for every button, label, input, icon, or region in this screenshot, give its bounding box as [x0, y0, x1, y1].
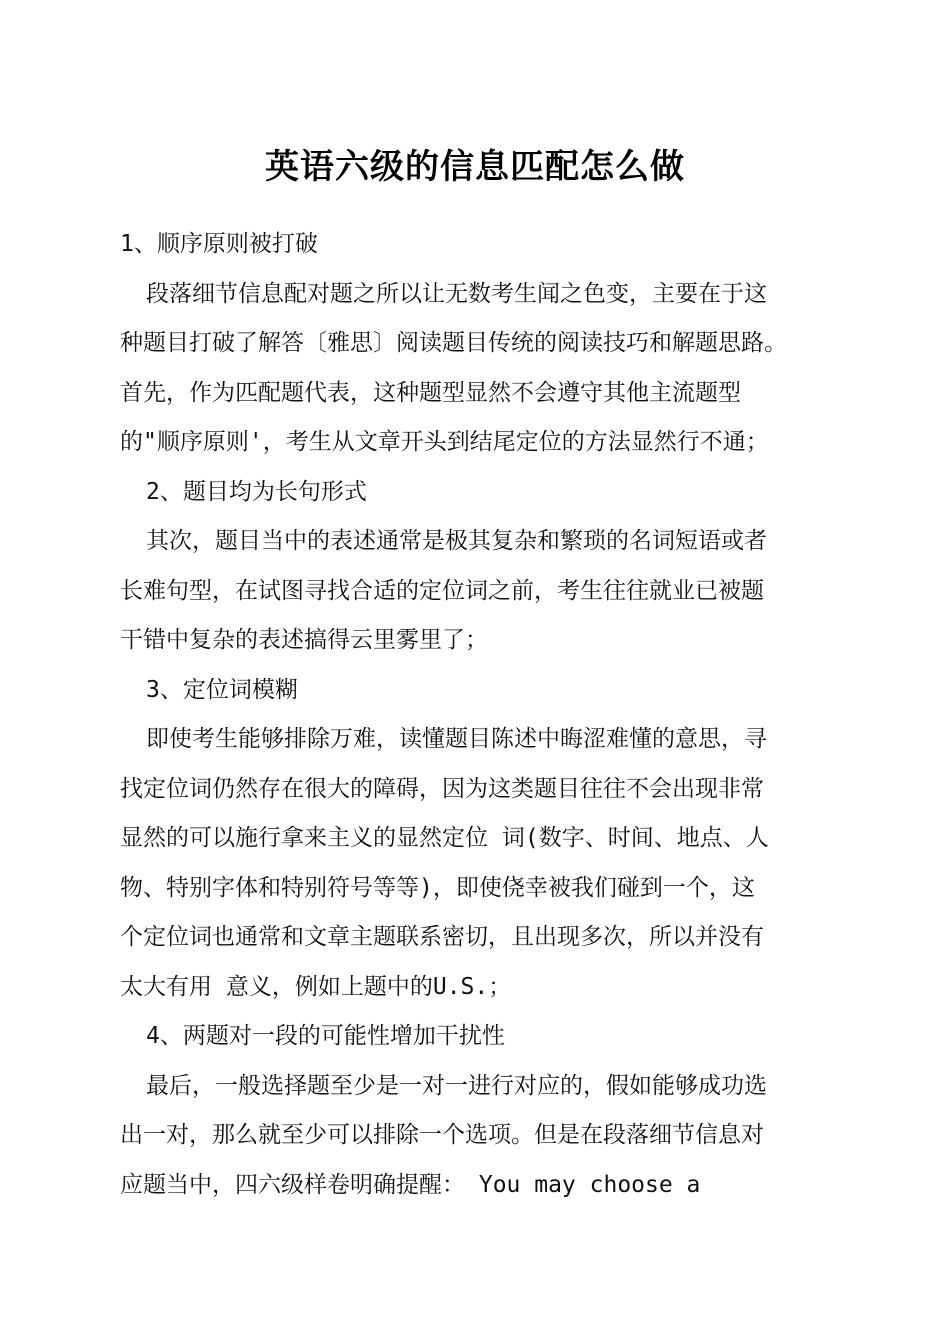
body-line: 太大有用 意义，例如上题中的U.S.；: [120, 973, 512, 1000]
body-line: 2、题目均为长句形式: [146, 478, 367, 505]
body-line: 的"顺序原则'，考生从文章开头到结尾定位的方法显然行不通；: [120, 429, 769, 455]
body-line: 即使考生能够排除万难，读懂题目陈述中晦涩难懂的意思，寻: [146, 726, 767, 752]
body-line: 出一对，那么就至少可以排除一个选项。但是在段落细节信息对: [120, 1122, 764, 1148]
body-line: 3、定位词模糊: [146, 676, 298, 703]
body-line: 其次，题目当中的表述通常是极其复杂和繁琐的名词短语或者: [146, 528, 767, 554]
body-line: 找定位词仍然存在很大的障碍，因为这类题目往往不会出现非常: [120, 775, 764, 802]
body-line: 4、两题对一段的可能性增加干扰性: [146, 1023, 505, 1049]
body-line: 个定位词也通常和文章主题联系密切，且出现多次，所以并没有: [120, 924, 764, 950]
body-line: 首先，作为匹配题代表，这种题型显然不会遵守其他主流题型: [120, 379, 741, 406]
body-line: 最后，一般选择题至少是一对一进行对应的，假如能够成功选: [146, 1072, 767, 1099]
body-line: 1、顺序原则被打破: [120, 231, 318, 257]
body-line: 段落细节信息配对题之所以让无数考生闻之色变，主要在于这: [146, 280, 767, 307]
body-line: 物、特别字体和特别符号等等)，即使侥幸被我们碰到一个，这: [120, 874, 755, 901]
body-line: 应题当中，四六级样卷明确提醒： You may choose a: [120, 1171, 701, 1198]
document-body: [120, 220, 840, 1210]
document-title: 英语六级的信息匹配怎么做: [265, 147, 685, 187]
body-line: 干错中复杂的表述搞得云里雾里了；: [120, 627, 488, 653]
body-line: 长难句型，在试图寻找合适的定位词之前，考生往往就业已被题: [120, 577, 764, 604]
body-line: 显然的可以施行拿来主义的显然定位 词(数字、时间、地点、人: [120, 825, 769, 851]
body-line: 种题目打破了解答〔雅思〕阅读题目传统的阅读技巧和解题思路。: [120, 330, 787, 356]
